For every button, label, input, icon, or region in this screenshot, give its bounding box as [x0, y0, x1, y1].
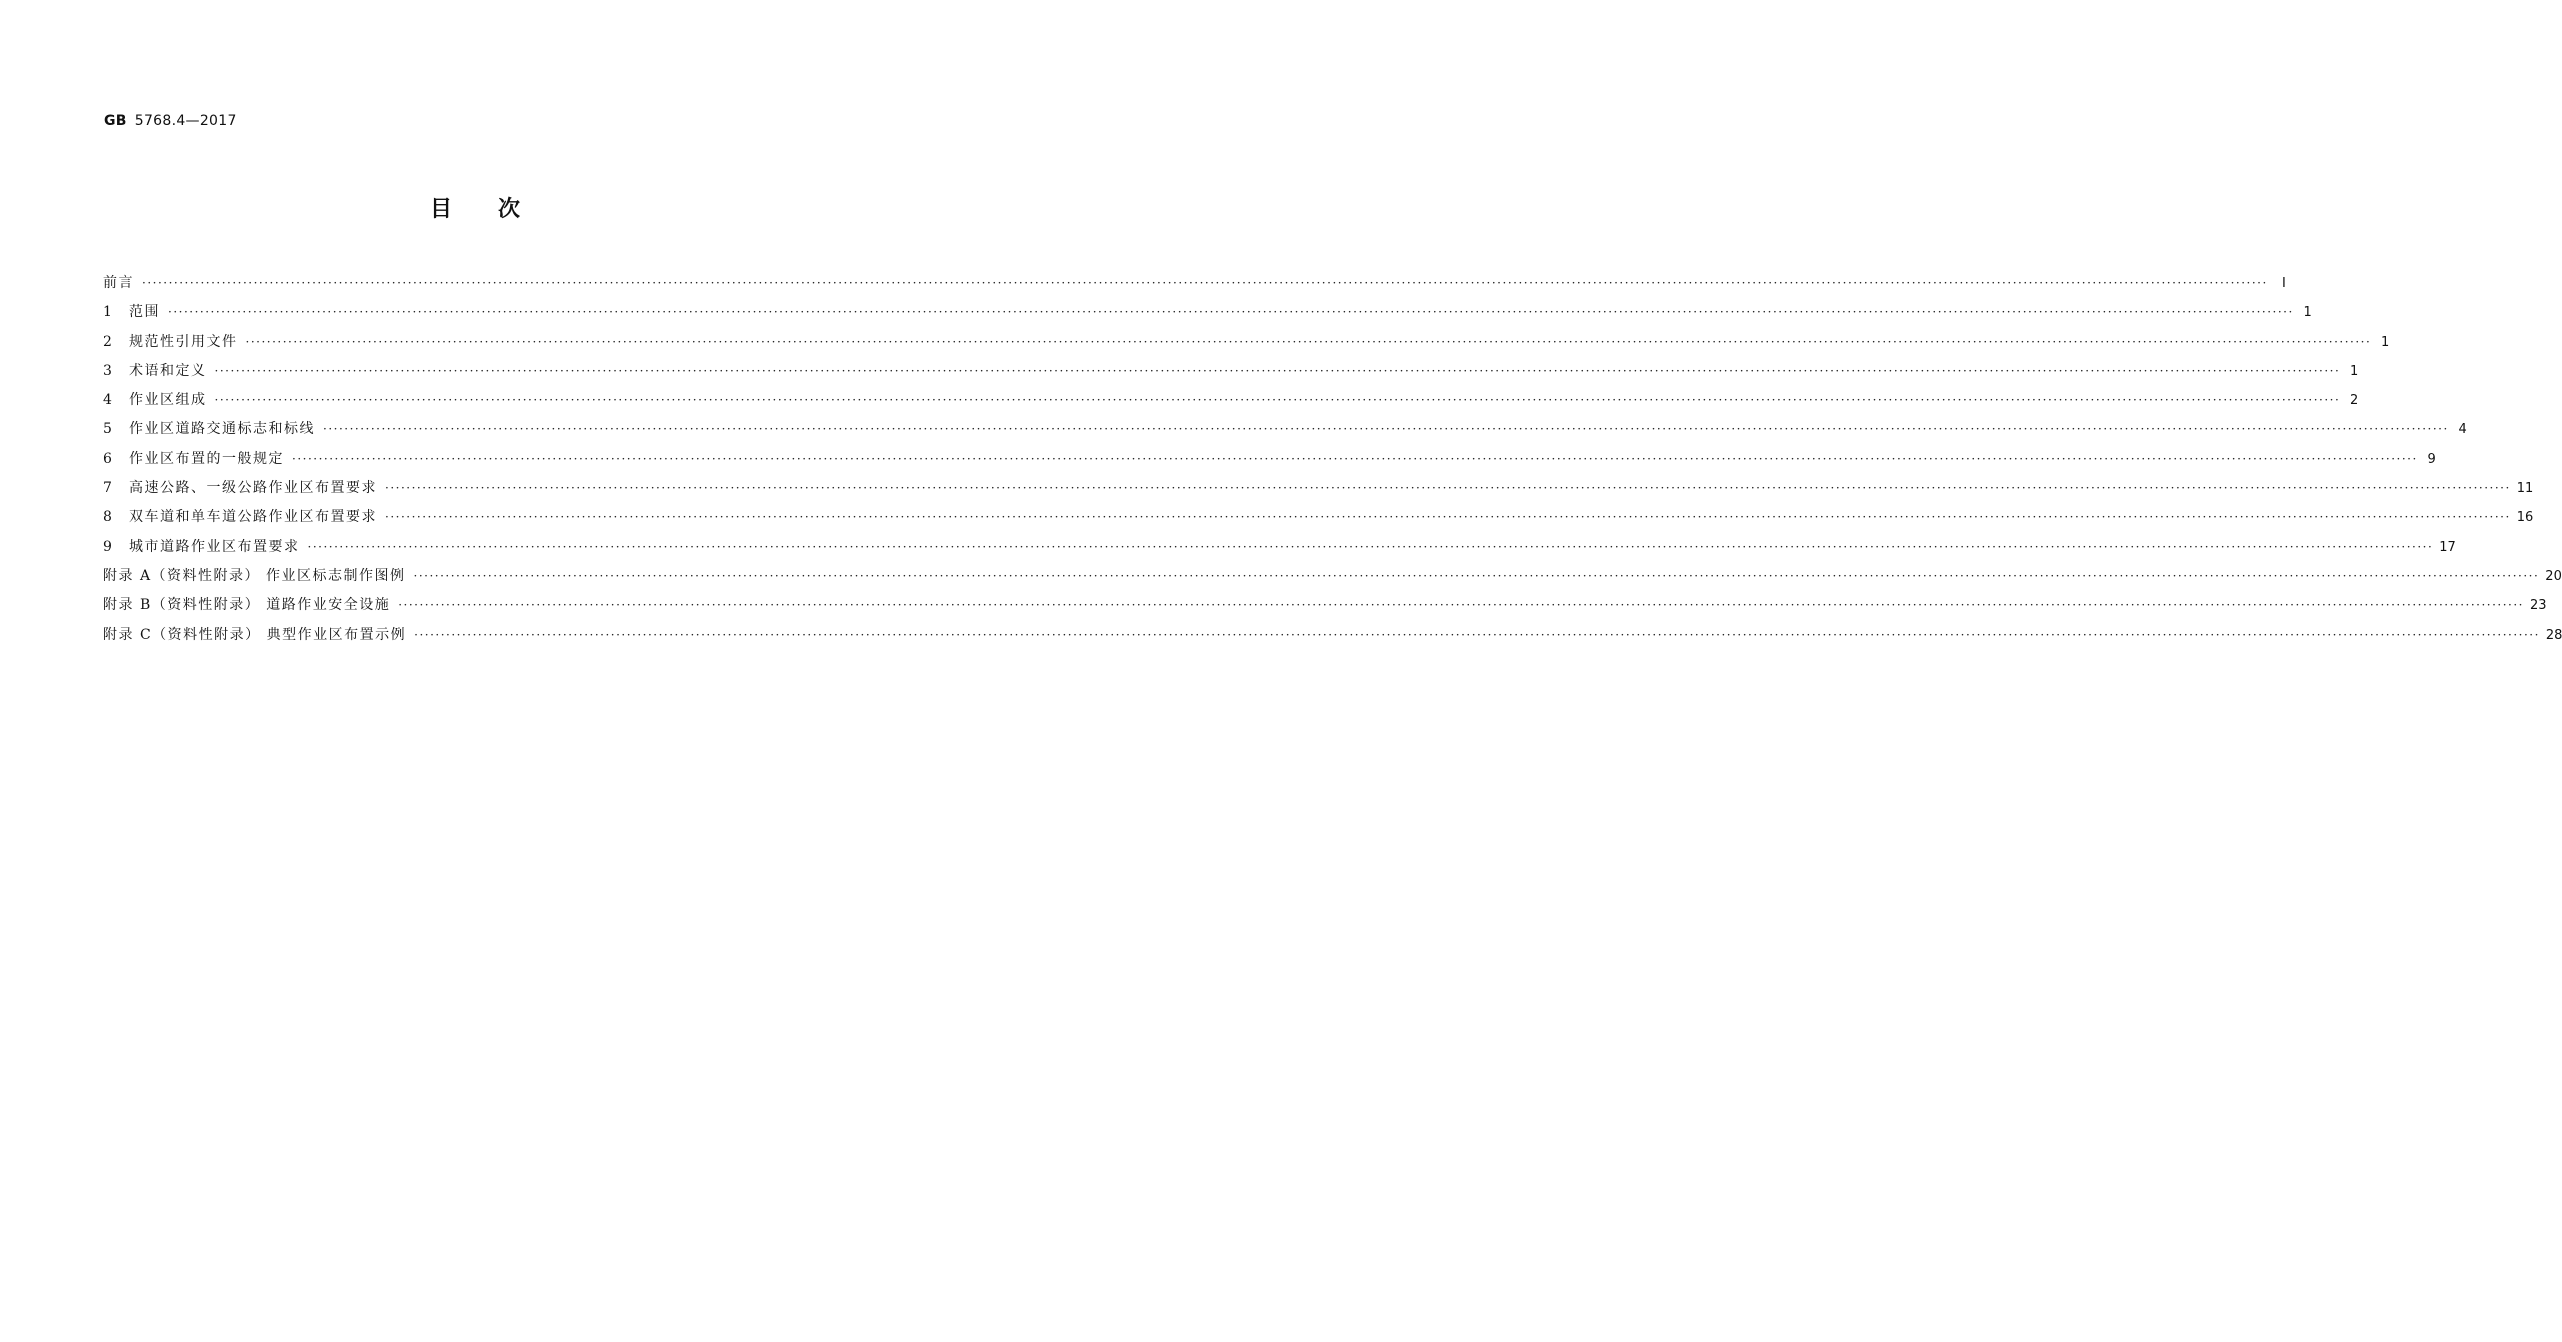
toc-entry-appendix-c[interactable]	[103, 624, 2562, 653]
toc-entry-1[interactable]	[103, 301, 2312, 330]
toc-entry-number: 3	[103, 362, 112, 379]
dot-leader: ················································································································································································································································································································································································································	[142, 276, 2268, 290]
toc-entry-appendix-b[interactable]	[103, 594, 2547, 623]
toc-entry-page: 1	[2350, 363, 2359, 379]
toc-entry-page: 1	[2381, 334, 2390, 350]
toc-entry-page: 9	[2427, 451, 2436, 467]
toc-entry-4[interactable]	[103, 389, 2359, 418]
dot-leader: ················································································································································································································································································································································································································	[214, 363, 2341, 378]
dot-leader: ················································································································································································································································································································································································································	[414, 627, 2540, 642]
toc-entry-number: 2	[103, 333, 112, 350]
dot-leader: ················································································································································································································································································································································································································	[214, 393, 2341, 408]
toc-entry-label: 作业区组成	[129, 392, 207, 409]
toc-entry-number: 7	[103, 480, 112, 497]
standard-number	[104, 113, 237, 129]
toc-entry-2[interactable]	[103, 331, 2390, 360]
toc-entry-6[interactable]	[103, 448, 2436, 477]
toc-entry-label: 范围	[129, 304, 160, 321]
toc-entry-label: 术语和定义	[129, 362, 207, 379]
toc-entry-3[interactable]	[103, 360, 2359, 389]
dot-leader: ················································································································································································································································································································································································································	[168, 305, 2294, 320]
toc-entry-preface[interactable]	[103, 272, 2286, 301]
toc-entry-label: 前言	[103, 275, 134, 291]
dot-leader: ················································································································································································································································································································································································································	[413, 568, 2540, 583]
dot-leader: ················································································································································································································································································································································································································	[292, 451, 2418, 466]
standard-prefix: GB	[104, 113, 127, 129]
toc-entry-8[interactable]	[103, 506, 2534, 535]
page-title: 目次	[429, 197, 566, 222]
toc-entry-number: 6	[103, 450, 112, 467]
dot-leader: ················································································································································································································································································································································································································	[385, 481, 2511, 496]
toc-entry-number: 1	[103, 304, 112, 321]
toc-entry-number: 4	[103, 392, 112, 409]
toc-entry-page: 17	[2439, 539, 2456, 555]
toc-entry-page: Ⅰ	[2281, 276, 2286, 291]
standard-code: 5768.4—2017	[134, 113, 237, 129]
dot-leader: ················································································································································································································································································································································································································	[245, 334, 2372, 349]
toc-entry-label: 高速公路、一级公路作业区布置要求	[129, 480, 377, 497]
toc-entry-9[interactable]	[103, 536, 2456, 565]
toc-entry-label: 规范性引用文件	[129, 333, 238, 350]
toc-entry-label: 双车道和单车道公路作业区布置要求	[129, 509, 377, 526]
dot-leader: ················································································································································································································································································································································································································	[385, 510, 2511, 525]
toc-entry-label: 城市道路作业区布置要求	[129, 538, 300, 555]
dot-leader: ················································································································································································································································································································································································································	[323, 422, 2449, 437]
toc-entry-page: 11	[2516, 481, 2534, 497]
toc-entry-label: 作业区道路交通标志和标线	[129, 421, 315, 438]
toc-entry-number: 8	[103, 509, 112, 526]
toc-entry-7[interactable]	[103, 477, 2534, 506]
toc-entry-page: 1	[2303, 305, 2312, 321]
toc-entry-number: 5	[103, 421, 112, 438]
table-of-contents	[103, 272, 2562, 653]
toc-entry-label: 附录 A（资料性附录） 作业区标志制作图例	[103, 567, 406, 584]
toc-entry-page: 28	[2545, 627, 2562, 643]
toc-entry-page: 23	[2529, 598, 2547, 614]
dot-leader: ················································································································································································································································································································································································································	[398, 598, 2524, 613]
toc-entry-number: 9	[103, 538, 112, 555]
toc-entry-page: 16	[2516, 510, 2534, 526]
toc-entry-5[interactable]	[103, 418, 2467, 447]
toc-entry-appendix-a[interactable]	[103, 565, 2562, 594]
toc-entry-label: 作业区布置的一般规定	[129, 450, 284, 467]
toc-entry-label: 附录 B（资料性附录） 道路作业安全设施	[103, 597, 391, 614]
dot-leader: ················································································································································································································································································································································································································	[307, 539, 2434, 554]
toc-entry-label: 附录 C（资料性附录） 典型作业区布置示例	[103, 626, 407, 643]
toc-entry-page: 4	[2458, 422, 2467, 438]
toc-entry-page: 20	[2545, 568, 2562, 584]
toc-entry-page: 2	[2350, 393, 2359, 409]
